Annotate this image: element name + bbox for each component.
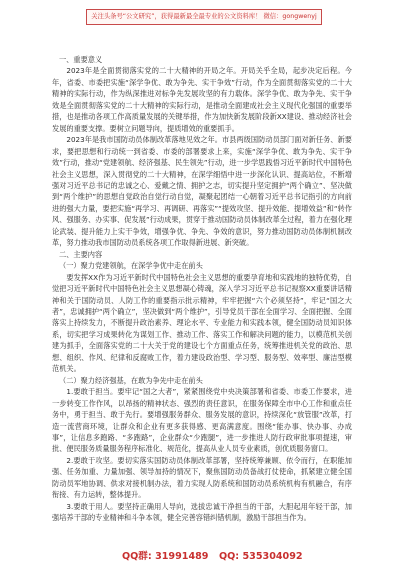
qq-group-number: QQ群: 31991489 [122,551,209,562]
body-paragraph: 2023年是全面贯彻落实党的二十大精神的开局之年。开局关乎全局，起步决定后程。今年，省委、市委把实施“深学争优、敢为争先、实干争效”行动，作为全面贯彻落实党的二十大精神的实际行动，作为纵深推进对标争先发展攻坚的有力载体。深学争优、敢为争先、实干争效是全面贯彻落实党的二十大精神的实际行动，是推动全面建成社会主义现代化强国的重要举措，也是推动各项工作高质量发展的关键举措，作为加快新发展阶段新XX建设、推动经济社会发展的重要支撑。要树立问题导向，提质增效的重要抓手。 [52,66,352,133]
body-paragraph: 2.要敢于攻坚。要切实落实国防动员体制改革部署，坚持统筹兼顾、依令而行，在职能加强、任务加重、力量加强、领导加持的情况下，聚焦国防动员备战打仗使命，抓紧建立健全国防动员军地协调、供求对接机制办法，着力实现人防系统和国防动员系统机构有机融合，有序衔接、有力运转，整体提升。 [52,455,352,500]
contact-footer [0,550,408,568]
body-paragraph: 2023年是我市国防动员体制改革落地见效之年。市县两级国防动员部门面对新任务、新要求，要把思想和行动统一到省委、市委的部署要求上来，实施“深学争优、敢为争先、实干争效”行动，推动“党建领航、经济强基、民生领先”行动，进一步学思践悟习近平新时代中国特色社会主义思想，深入贯彻党的二十大精神，在深学细悟中进一步深化认识、提高站位，不断增强对习近平总书记的忠诚之心、爱戴之情、拥护之志，切实提升坚定拥护“两个确立”、坚决做到“两个维护”的思想自觉政治自觉行动自觉，凝聚起团结一心朝着习近平总书记指引的方向前进的强大力量，要把实施“再学习、再调研、再落实”“提效攻坚、提升效能、提增效益”和“转作风、强服务、办实事、促发展”行动成果，贯穿于推动国防动员体制改革全过程，着力在强化理论武装、提升能力上实干争效，增强争优、争先、争效的意识，努力推动国防动员体制机制改革，努力推动我市国防动员系统各项工作取得新进展、新突破。 [52,135,352,248]
document-body [52,54,352,542]
body-paragraph: 3.要敢于用人。要坚持正确用人导向，选拔忠诚干净担当的干部，大胆起用年轻干部，加强培养干部的专业精神和斗争本领，健全完善容错纠错机制，激励干部担当作为。 [52,501,352,523]
body-paragraph: 要发挥XX作为习近平新时代中国特色社会主义思想的重要孕育地和实践地的独特优势，自觉把习近平新时代中国特色社会主义思想凝心铸魂，深入学习习近平总书记视察XX重要讲话精神和关于国防动员、人防工作的重要指示批示精神，牢牢把握“六个必须坚持”，牢记“国之大者”，忠诚拥护“两个确立”，坚决做到“两个维护”，引导党员干部在全面学习、全面把握、全面落实上持续发力，不断提升政治素养、理论水平、专业能力和实践本领，健全国防动员知识体系，切实把学习成果转化为谋划工作、推动工作、落实工作和解决问题的能力，以模范机关创建为抓手，全面落实党的二十大关于党的建设七个方面重点任务，统筹推进机关党的政治、思想、组织、作风、纪律和反腐败工作，着力建设政治型、学习型、服务型、效率型、廉洁型模范机关。 [52,272,352,374]
section-heading: 二、主要内容 [59,249,103,259]
qq-number: QQ: 535304092 [219,551,303,562]
section-heading: 一、重要意义 [59,55,103,64]
body-paragraph: 1.要敢于担当。要牢记“国之大者”，紧紧围绕党中央决策部署和省委、市委工作要求，进一步转变工作作风，以昂扬的精神状态、强烈的责任意识，在服务保障全市中心工作和重点任务中，勇于担当、敢于先行。要增强服务群众、服务发展的意识，持续深化“放管服”改革，打造一流营商环境，让群众和企业有更多获得感、更高满意度。围绕“能办事、快办事、办成事”，让信息多跑路、“多跑路”，企业群众“少跑腿”，进一步推进人防行政审批事项提速，审批、便民服务质量服务程序标准化、规范化，提高从业人员专业素质，创优质服务窗口。 [52,387,352,454]
promo-banner: 关注头条号“公文研究”，获得最新最全最专业的公文资料库！ 微信：gongwenyj [86,9,322,25]
subsection-heading: （二）聚力经济强基，在敢为争先中走在前头 [59,375,203,385]
subsection-heading: （一）聚力党建领航，在深学争优中走在前头 [59,261,203,271]
